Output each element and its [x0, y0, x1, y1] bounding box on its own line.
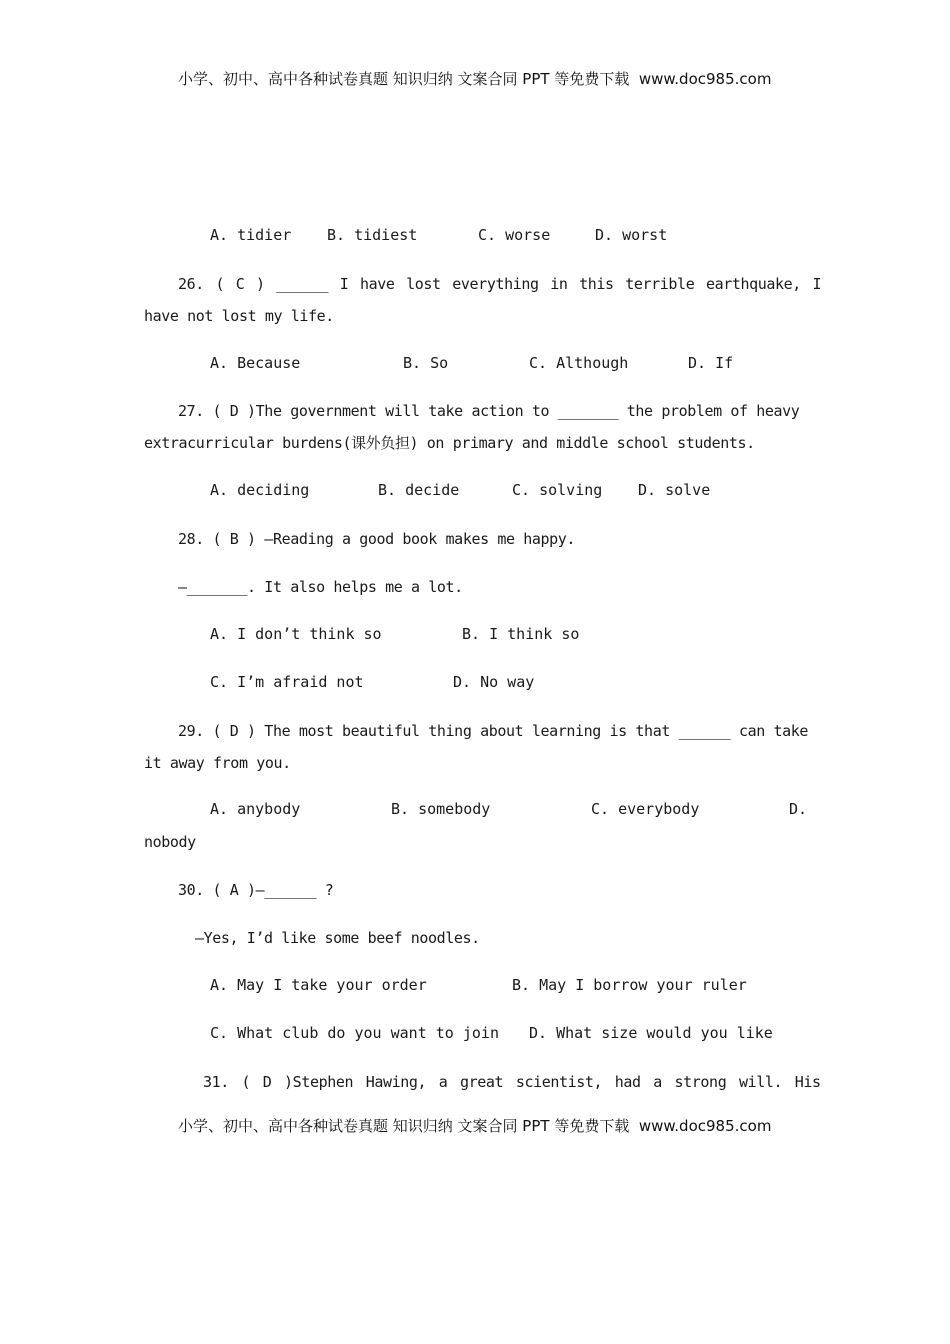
option-b: B. decide [378, 481, 460, 499]
option-b: B. somebody [391, 800, 491, 818]
option-d: D. No way [453, 673, 535, 691]
q27-question-line1: 27. ( D )The government will take action to _______ the problem of heavy [178, 402, 800, 420]
option-b: B. tidiest [327, 226, 418, 244]
q28-question-line1: 28. ( B ) —Reading a good book makes me happy. [178, 530, 576, 548]
option-d: D. worst [595, 226, 668, 244]
option-a: A. deciding [210, 481, 310, 499]
option-d: D. solve [638, 481, 711, 499]
q26-question-line2: have not lost my life. [144, 307, 334, 325]
option-d: D. What size would you like [529, 1024, 773, 1042]
option-c: C. I’m afraid not [210, 673, 364, 691]
page-header: 小学、初中、高中各种试卷真题 知识归纳 文案合同 PPT 等免费下载 www.doc985.com [178, 70, 772, 88]
option-a: A. Because [210, 354, 301, 372]
q26-question-line1: 26. ( C ) ______ I have lost everything in this terrible earthquake, I [178, 275, 822, 293]
q31-question-line1: 31. ( D )Stephen Hawing, a great scientist, had a strong will. His [203, 1073, 821, 1091]
option-c: C. worse [478, 226, 551, 244]
q28-question-line2: —_______. It also helps me a lot. [178, 578, 463, 596]
option-b: B. May I borrow your ruler [512, 976, 747, 994]
option-c: C. solving [512, 481, 603, 499]
q29-question-line1: 29. ( D ) The most beautiful thing about learning is that ______ can take [178, 722, 809, 740]
option-d: D. If [688, 354, 734, 372]
q29-question-line2: it away from you. [144, 754, 291, 772]
page-footer: 小学、初中、高中各种试卷真题 知识归纳 文案合同 PPT 等免费下载 www.doc985.com [178, 1117, 772, 1135]
option-a: A. tidier [210, 226, 292, 244]
option-c: C. everybody [591, 800, 700, 818]
q27-question-line2: extracurricular burdens(课外负担) on primary and middle school students. [144, 434, 755, 452]
q30-question-line2: —Yes, I’d like some beef noodles. [195, 929, 480, 947]
option-a: A. May I take your order [210, 976, 427, 994]
q30-question-line1: 30. ( A )—______ ? [178, 881, 334, 899]
option-b: B. So [403, 354, 449, 372]
option-c: C. What club do you want to join [210, 1024, 499, 1042]
option-b: B. I think so [462, 625, 580, 643]
q29-option-d-text: nobody [144, 833, 196, 851]
option-a: A. anybody [210, 800, 301, 818]
option-a: A. I don’t think so [210, 625, 382, 643]
option-d: D. [789, 800, 808, 818]
option-c: C. Although [529, 354, 629, 372]
